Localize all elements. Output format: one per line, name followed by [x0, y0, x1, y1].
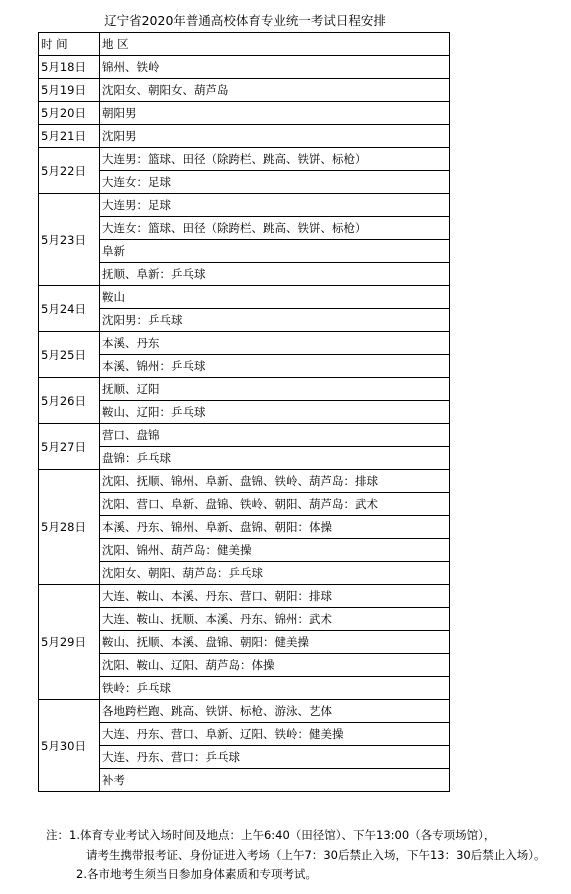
table-row	[39, 516, 450, 539]
table-row	[39, 148, 450, 171]
table-row	[39, 79, 450, 102]
table-row	[39, 401, 450, 424]
region-cell: 沈阳、营口、阜新、盘锦、铁岭、朝阳、葫芦岛：武术	[100, 493, 450, 516]
table-row	[39, 171, 450, 194]
table-row	[39, 125, 450, 148]
region-cell: 大连、丹东、营口：乒乓球	[100, 746, 450, 769]
table-row	[39, 424, 450, 447]
table-row	[39, 700, 450, 723]
date-cell: 5月21日	[39, 125, 100, 148]
region-cell: 抚顺、辽阳	[100, 378, 450, 401]
region-cell: 沈阳、鞍山、辽阳、葫芦岛：体操	[100, 654, 450, 677]
region-cell: 铁岭：乒乓球	[100, 677, 450, 700]
table-row	[39, 240, 450, 263]
region-cell: 各地跨栏跑、跳高、铁饼、标枪、游泳、艺体	[100, 700, 450, 723]
table-row	[39, 585, 450, 608]
notes	[46, 826, 545, 885]
page-title: 辽宁省2020年普通高校体育专业统一考试日程安排	[104, 13, 386, 28]
table-row	[39, 332, 450, 355]
date-cell: 5月27日	[39, 424, 100, 470]
table-row	[39, 723, 450, 746]
header-region: 地 区	[100, 33, 450, 56]
table-row	[39, 746, 450, 769]
region-cell: 朝阳男	[100, 102, 450, 125]
region-cell: 大连男：足球	[100, 194, 450, 217]
region-cell: 阜新	[100, 240, 450, 263]
table-row	[39, 654, 450, 677]
date-cell: 5月19日	[39, 79, 100, 102]
region-cell: 大连、丹东、营口、阜新、辽阳、铁岭：健美操	[100, 723, 450, 746]
date-cell: 5月30日	[39, 700, 100, 792]
region-cell: 锦州、铁岭	[100, 56, 450, 79]
region-cell: 大连女：篮球、田径（除跨栏、跳高、铁饼、标枪）	[100, 217, 450, 240]
region-cell: 本溪、锦州：乒乓球	[100, 355, 450, 378]
date-cell: 5月18日	[39, 56, 100, 79]
note-line-1: 注：1.体育专业考试入场时间及地点：上午6:40（田径馆）、下午13:00（各专项场馆），	[46, 828, 496, 842]
region-cell: 大连、鞍山、本溪、丹东、营口、朝阳：排球	[100, 585, 450, 608]
region-cell: 大连女：足球	[100, 171, 450, 194]
region-cell: 鞍山、抚顺、本溪、盘锦、朝阳：健美操	[100, 631, 450, 654]
table-row	[39, 447, 450, 470]
region-cell: 沈阳女、朝阳、葫芦岛：乒乓球	[100, 562, 450, 585]
date-cell: 5月28日	[39, 470, 100, 585]
table-row	[39, 309, 450, 332]
table-row	[39, 493, 450, 516]
table-row	[39, 631, 450, 654]
region-cell: 大连、鞍山、抚顺、本溪、丹东、锦州：武术	[100, 608, 450, 631]
region-cell: 盘锦：乒乓球	[100, 447, 450, 470]
region-cell: 鞍山	[100, 286, 450, 309]
table-row	[39, 539, 450, 562]
table-row	[39, 562, 450, 585]
table-row	[39, 355, 450, 378]
table-row	[39, 378, 450, 401]
region-cell: 沈阳、抚顺、锦州、阜新、盘锦、铁岭、葫芦岛：排球	[100, 470, 450, 493]
date-cell: 5月25日	[39, 332, 100, 378]
date-cell: 5月24日	[39, 286, 100, 332]
region-cell: 抚顺、阜新：乒乓球	[100, 263, 450, 286]
table-row	[39, 56, 450, 79]
region-cell: 大连男：篮球、田径（除跨栏、跳高、铁饼、标枪）	[100, 148, 450, 171]
note-line-3: 2.各市地考生须当日参加身体素质和专项考试。	[76, 867, 317, 881]
region-cell: 沈阳女、朝阳女、葫芦岛	[100, 79, 450, 102]
table-row	[39, 608, 450, 631]
table-row	[39, 769, 450, 792]
region-cell: 本溪、丹东	[100, 332, 450, 355]
note-line-2: 请考生携带报考证、身份证进入考场（上午7：30后禁止入场，下午13：30后禁止入场）。	[86, 847, 546, 862]
region-cell: 鞍山、辽阳：乒乓球	[100, 401, 450, 424]
table-row	[39, 286, 450, 309]
date-cell: 5月23日	[39, 194, 100, 286]
region-cell: 沈阳男	[100, 125, 450, 148]
region-cell: 本溪、丹东、锦州、阜新、盘锦、朝阳：体操	[100, 516, 450, 539]
date-cell: 5月26日	[39, 378, 100, 424]
date-cell: 5月22日	[39, 148, 100, 194]
region-cell: 补考	[100, 769, 450, 792]
region-cell: 沈阳男：乒乓球	[100, 309, 450, 332]
region-cell: 沈阳、锦州、葫芦岛：健美操	[100, 539, 450, 562]
table-row	[39, 263, 450, 286]
table-row	[39, 677, 450, 700]
date-cell: 5月29日	[39, 585, 100, 700]
table-row	[39, 194, 450, 217]
table-row	[39, 102, 450, 125]
schedule-table-body	[39, 33, 450, 792]
table-row	[39, 470, 450, 493]
header-time: 时 间	[39, 33, 100, 56]
table-row	[39, 217, 450, 240]
table-header-row	[39, 33, 450, 56]
schedule-table	[38, 32, 450, 792]
date-cell: 5月20日	[39, 102, 100, 125]
region-cell: 营口、盘锦	[100, 424, 450, 447]
